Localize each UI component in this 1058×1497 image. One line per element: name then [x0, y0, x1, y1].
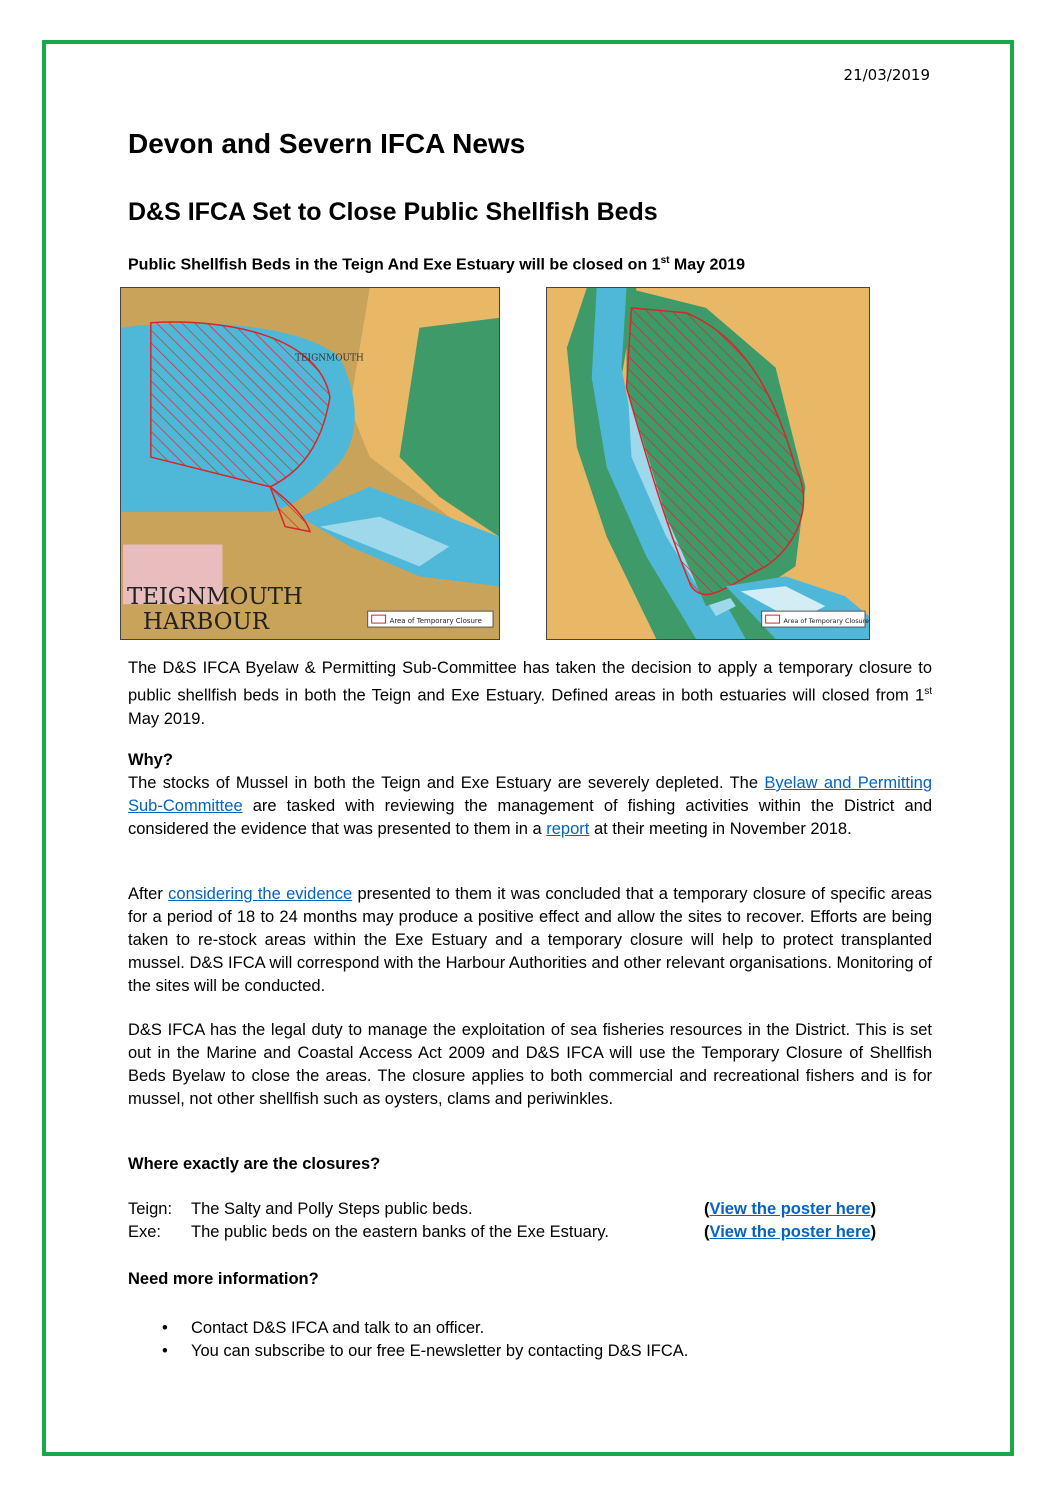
after-paragraph: After considering the evidence presented to them it was concluded that a temporary closure of specific areas for a period of 18 to 24 months may produce a positive effect and allow the sites to recover. Efforts are being taken to re-stock areas within the Exe Estuary and a temporary closure will help to protect transplanted mussel. D&S IFCA will correspond with the Harbour Authorities and other relevant organisations. Monitoring of the sites will be conducted.	[128, 885, 932, 995]
teign-closure-map	[120, 287, 500, 640]
closure-site: Exe:	[128, 1223, 162, 1241]
closure-desc: The public beds on the eastern banks of the Exe Estuary.	[191, 1223, 609, 1241]
poster-link-teign[interactable]: (View the poster here)	[704, 1200, 877, 1218]
poster-link-exe[interactable]: (View the poster here)	[704, 1223, 877, 1241]
info-heading: Need more information?	[128, 1270, 319, 1288]
list-item: • You can subscribe to our free E-newsletter by contacting D&S IFCA.	[128, 1340, 688, 1363]
teign-caption-line2: HARBOUR	[142, 609, 270, 636]
list-item: • Contact D&S IFCA and talk to an officer.	[128, 1317, 688, 1340]
document-date: 21/03/2019	[843, 66, 930, 84]
byelaw-committee-link[interactable]: Byelaw and Permitting Sub-Committee	[128, 774, 933, 815]
exe-legend: Area of Temporary Closure	[783, 617, 869, 626]
closures-heading: Where exactly are the closures?	[128, 1155, 381, 1173]
subheading: Public Shellfish Beds in the Teign And Exe Estuary will be closed on 1st May 2019	[128, 255, 746, 274]
report-link[interactable]: report	[546, 820, 590, 838]
closure-site: Teign:	[128, 1200, 173, 1218]
info-list	[128, 1317, 688, 1363]
closure-desc: The Salty and Polly Steps public beds.	[191, 1200, 473, 1218]
place-label-teignmouth: TEIGNMOUTH	[295, 353, 364, 364]
page-title: Devon and Severn IFCA News	[128, 128, 526, 159]
intro-paragraph: The D&S IFCA Byelaw & Permitting Sub-Committee has taken the decision to apply a temporary closure to public shellfish beds in both the Teign and Exe Estuary. Defined areas in both estuaries will closed from 1st May 2019.	[128, 659, 932, 728]
teign-legend: Area of Temporary Closure	[389, 617, 482, 626]
teign-caption-line1: TEIGNMOUTH	[126, 584, 303, 611]
considering-evidence-link[interactable]: considering the evidence	[168, 885, 353, 903]
exe-closure-map	[546, 287, 870, 640]
legal-duty-paragraph: D&S IFCA has the legal duty to manage the exploitation of sea fisheries resources in the District. This is set out in the Marine and Coastal Access Act 2009 and D&S IFCA will use the Temporary Closure of Shellfish Beds Byelaw to close the areas. The closure applies to both commercial and recreational fishers and is for mussel, not other shellfish such as oysters, clams and periwinkles.	[128, 1021, 932, 1108]
headline: D&S IFCA Set to Close Public Shellfish Beds	[128, 198, 658, 226]
why-section: Why? The stocks of Mussel in both the Teign and Exe Estuary are severely depleted. The Byelaw and Permitting Sub-Committee are tasked with reviewing the management of fishing activities within the District and considered the evidence that was presented to them in a report at their meeting in November 2018.	[128, 751, 933, 838]
why-heading: Why?	[128, 751, 173, 769]
page-border	[42, 40, 1014, 1456]
